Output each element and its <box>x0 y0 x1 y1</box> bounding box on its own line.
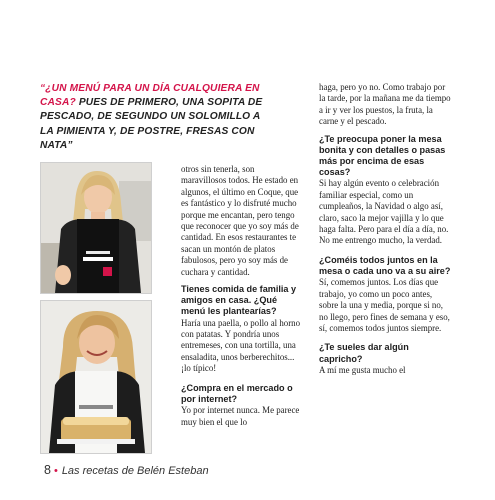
photo-chef-with-cake-illustration <box>41 301 151 453</box>
column-left <box>181 164 302 436</box>
pull-quote <box>40 82 275 153</box>
pull-quote-rest: PUES DE PRIMERO, UNA SOPITA DE PESCADO, DE SEGUNDO UN SOLOMILLO A LA PIMIENTA Y, DE POSTRE, FRESAS CON NATA” <box>40 97 263 151</box>
photo-chef-standing-illustration <box>41 163 151 293</box>
column-right <box>319 82 453 384</box>
page-footer <box>44 463 209 477</box>
paragraph: otros sin tenerla, son maravillosos todos. He estado en algunos, el último en Coque, que es fantástico y lo disfruté mucho porque me encantan, pero tengo que reconocer que yo soy más de cantidad. En esos restaurantes te sacan un montón de platos fabulosos, pero yo soy más de cuchara y cantidad. <box>181 164 299 277</box>
paragraph: haga, pero yo no. Como trabajo por la tarde, por la mañana me da tiempo a ir y ver los puestos, la fruta, la carne y el pescado. <box>319 82 451 127</box>
page-number: 8 <box>44 463 51 477</box>
question-eat-together: ¿Coméis todos juntos en la mesa o cada uno va a su aire? <box>319 254 451 277</box>
answer-shopping: Yo por internet nunca. Me parece muy bien el que lo <box>181 405 300 427</box>
question-family-menu: Tienes comida de familia y amigos en casa. ¿Qué menú les plantearías? <box>181 284 297 317</box>
question-table-setting: ¿Te preocupa poner la mesa bonita y con detalles o pasas más por encima de esas cosas? <box>319 133 446 178</box>
answer-treat: A mí me gusta mucho el <box>319 364 406 375</box>
footer-bullet: • <box>53 465 58 477</box>
answer-table-setting: Si hay algún evento o celebración familiar especial, como un cumpleaños, la Navidad o algo así, claro, saco la mejor vajilla y lo que haga falta. Pero para el día a día, no. No me entrengo mucho, la verdad. <box>319 178 449 246</box>
pull-quote-highlight: “¿UN MENÚ PARA UN DÍA CUALQUIERA EN CASA? <box>40 83 260 109</box>
question-shopping: ¿Compra en el mercado o por internet? <box>181 382 293 404</box>
footer-title: Las recetas de Belén Esteban <box>61 465 209 477</box>
answer-eat-together: Sí, comemos juntos. Los días que trabajo, yo como un poco antes, sobre la una y media, porque si no, no llego, pero fines de semana y eso, sí, comemos todos juntos siempre. <box>319 277 450 333</box>
photo-chef-standing <box>40 162 152 294</box>
question-treat: ¿Te sueles dar algún capricho? <box>319 342 409 364</box>
answer-family-menu: Haría una paella, o pollo al horno con patatas. Y pondría unos entremeses, con una tortilla, una ensaladita, unos berberechitos... ¡lo típico! <box>181 317 301 374</box>
photo-chef-with-cake <box>40 300 152 454</box>
